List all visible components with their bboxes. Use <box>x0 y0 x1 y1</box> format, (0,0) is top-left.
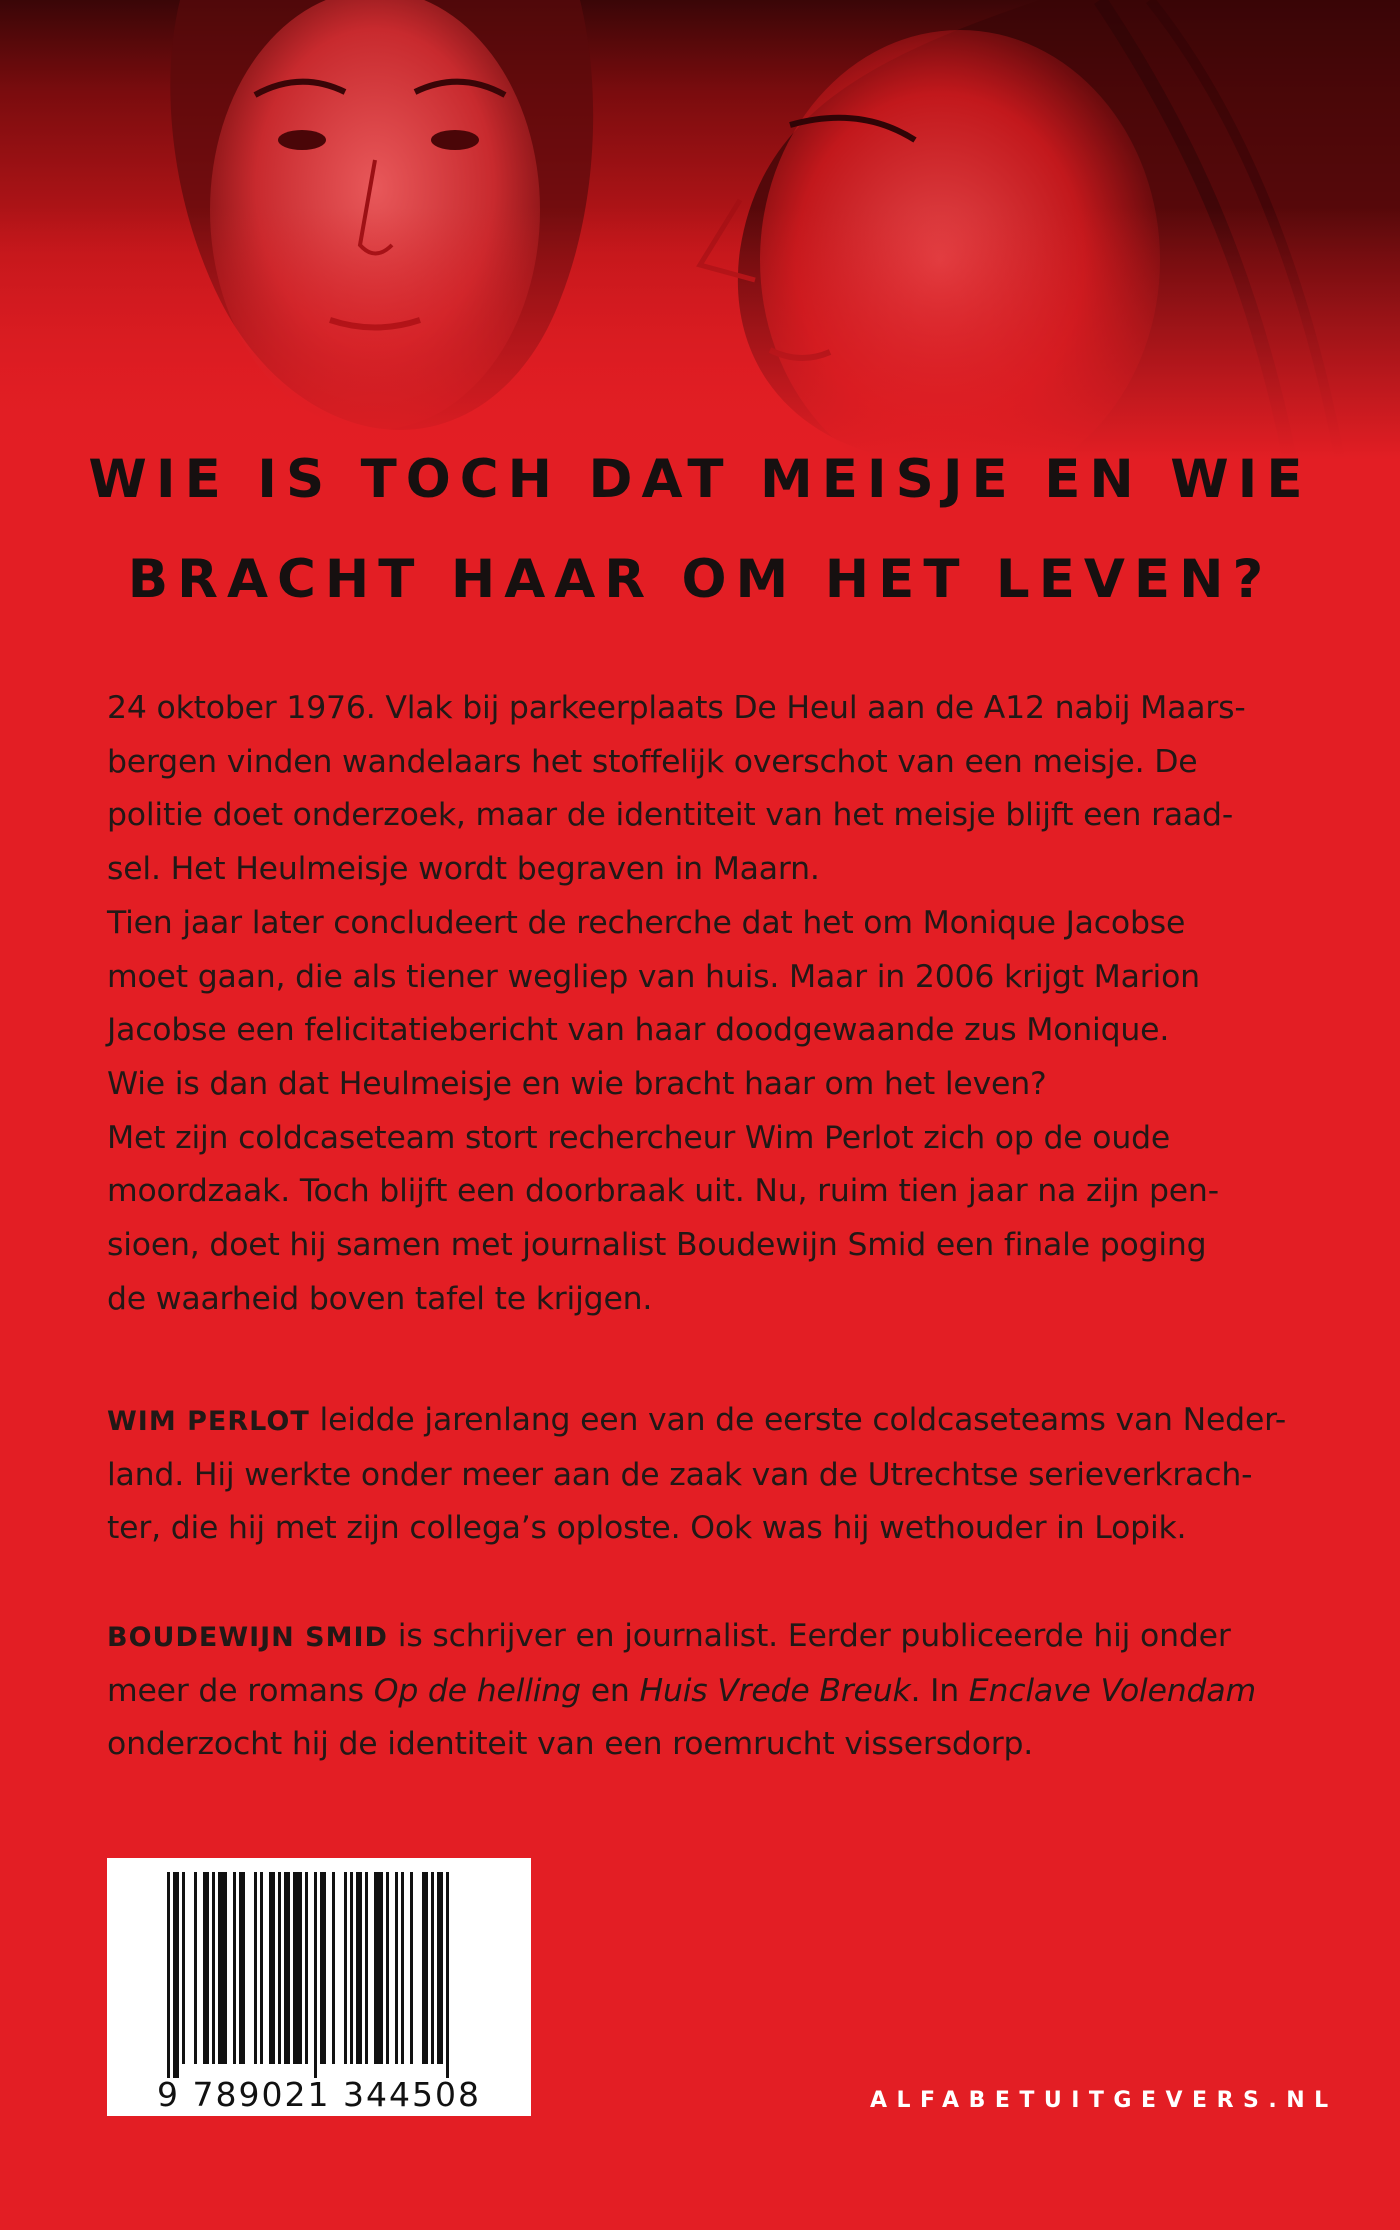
bio-text: en <box>580 1672 640 1709</box>
barcode-bar <box>395 1872 398 2064</box>
barcode-bar <box>446 1872 449 2078</box>
author-bio-perlot <box>107 1394 1307 1556</box>
headline-line-1: WIE IS TOCH DAT MEISJE EN WIE <box>88 449 1312 510</box>
cover-photo-two-faces <box>0 0 1400 460</box>
synopsis-line: Jacobse een felicitatiebericht van haar doodgewaande zus Monique. <box>107 1012 1170 1049</box>
synopsis-line: sel. Het Heulmeisje wordt begraven in Maarn. <box>107 851 820 888</box>
barcode-bar <box>344 1872 347 2064</box>
isbn-number: 9 789021 344508 <box>157 2075 481 2114</box>
synopsis-line: moordzaak. Toch blijft een doorbraak uit. Nu, ruim tien jaar na zijn pen- <box>107 1173 1219 1210</box>
bio-text: is schrijver en journalist. Eerder publiceerde hij onder <box>387 1618 1231 1654</box>
barcode-bar <box>167 1872 170 2078</box>
synopsis-text <box>107 682 1307 1326</box>
publisher-website[interactable]: ALFABETUITGEVERS.NL <box>870 2088 1338 2113</box>
barcode-bar <box>212 1872 215 2064</box>
barcode-bar <box>203 1872 209 2064</box>
barcode-bar <box>173 1872 179 2078</box>
bio-text: leidde jarenlang een van de eerste coldcaseteams van Neder- <box>309 1402 1287 1438</box>
bio-line: onderzocht hij de identiteit van een roemrucht vissersdorp. <box>107 1726 1034 1763</box>
synopsis-line: de waarheid boven tafel te krijgen. <box>107 1280 653 1317</box>
book-title-enclave-volendam: Enclave Volendam <box>968 1672 1256 1709</box>
barcode-bar <box>437 1872 443 2064</box>
barcode-bar <box>305 1872 308 2064</box>
bio-text: meer de romans <box>107 1672 374 1709</box>
bio-line: ter, die hij met zijn collega’s oploste. Ook was hij wethouder in Lopik. <box>107 1510 1187 1547</box>
barcode-bar <box>182 1872 185 2064</box>
book-title-huis-vrede-breuk: Huis Vrede Breuk <box>639 1672 911 1709</box>
barcode-bar <box>410 1872 413 2064</box>
synopsis-line: Tien jaar later concludeert de recherche dat het om Monique Jacobse <box>107 904 1186 941</box>
barcode-bar <box>254 1872 257 2064</box>
barcode-bar <box>278 1872 281 2064</box>
synopsis-line: politie doet onderzoek, maar de identiteit van het meisje blijft een raad- <box>107 797 1233 834</box>
barcode-bar <box>284 1872 290 2064</box>
bio-line <box>107 1665 1307 1719</box>
barcode-bar <box>422 1872 428 2064</box>
barcode-bar <box>239 1872 245 2064</box>
author-bio-smid <box>107 1610 1307 1772</box>
author-name-perlot: WIM PERLOT <box>107 1406 310 1437</box>
cover-headline <box>0 430 1400 630</box>
barcode-bar <box>350 1872 353 2064</box>
synopsis-line: Met zijn coldcaseteam stort rechercheur Wim Perlot zich op de oude <box>107 1119 1171 1156</box>
synopsis-line: sioen, doet hij samen met journalist Boudewijn Smid een finale poging <box>107 1227 1207 1264</box>
barcode-bar <box>356 1872 362 2064</box>
synopsis-line: Wie is dan dat Heulmeisje en wie bracht haar om het leven? <box>107 1065 1047 1102</box>
isbn-barcode <box>107 1858 531 2116</box>
bio-text: . In <box>910 1672 969 1709</box>
barcode-bar <box>386 1872 389 2064</box>
book-title-op-de-helling: Op de helling <box>373 1672 581 1709</box>
headline-line-2: BRACHT HAAR OM HET LEVEN? <box>127 549 1273 610</box>
barcode-bar <box>320 1872 326 2064</box>
barcode-bar <box>260 1872 263 2064</box>
barcode-bars <box>167 1872 449 2078</box>
barcode-bar <box>233 1872 236 2064</box>
barcode-bar <box>431 1872 434 2064</box>
synopsis-line: bergen vinden wandelaars het stoffelijk overschot van een meisje. De <box>107 743 1198 780</box>
bio-line <box>107 1610 1307 1665</box>
barcode-bar <box>401 1872 404 2064</box>
barcode-bar <box>374 1872 383 2064</box>
bio-line <box>107 1394 1307 1449</box>
barcode-bar <box>332 1872 335 2064</box>
barcode-bar <box>293 1872 302 2064</box>
synopsis-line: moet gaan, die als tiener wegliep van huis. Maar in 2006 krijgt Marion <box>107 958 1200 995</box>
barcode-bar <box>218 1872 227 2064</box>
barcode-bar <box>269 1872 275 2064</box>
bio-line: land. Hij werkte onder meer aan de zaak van de Utrechtse serieverkrach- <box>107 1456 1253 1493</box>
synopsis-line: 24 oktober 1976. Vlak bij parkeerplaats De Heul aan de A12 nabij Maars- <box>107 690 1246 726</box>
barcode-bar <box>365 1872 368 2064</box>
barcode-bar <box>314 1872 317 2078</box>
author-name-smid: BOUDEWIJN SMID <box>107 1622 388 1653</box>
barcode-bar <box>194 1872 197 2064</box>
